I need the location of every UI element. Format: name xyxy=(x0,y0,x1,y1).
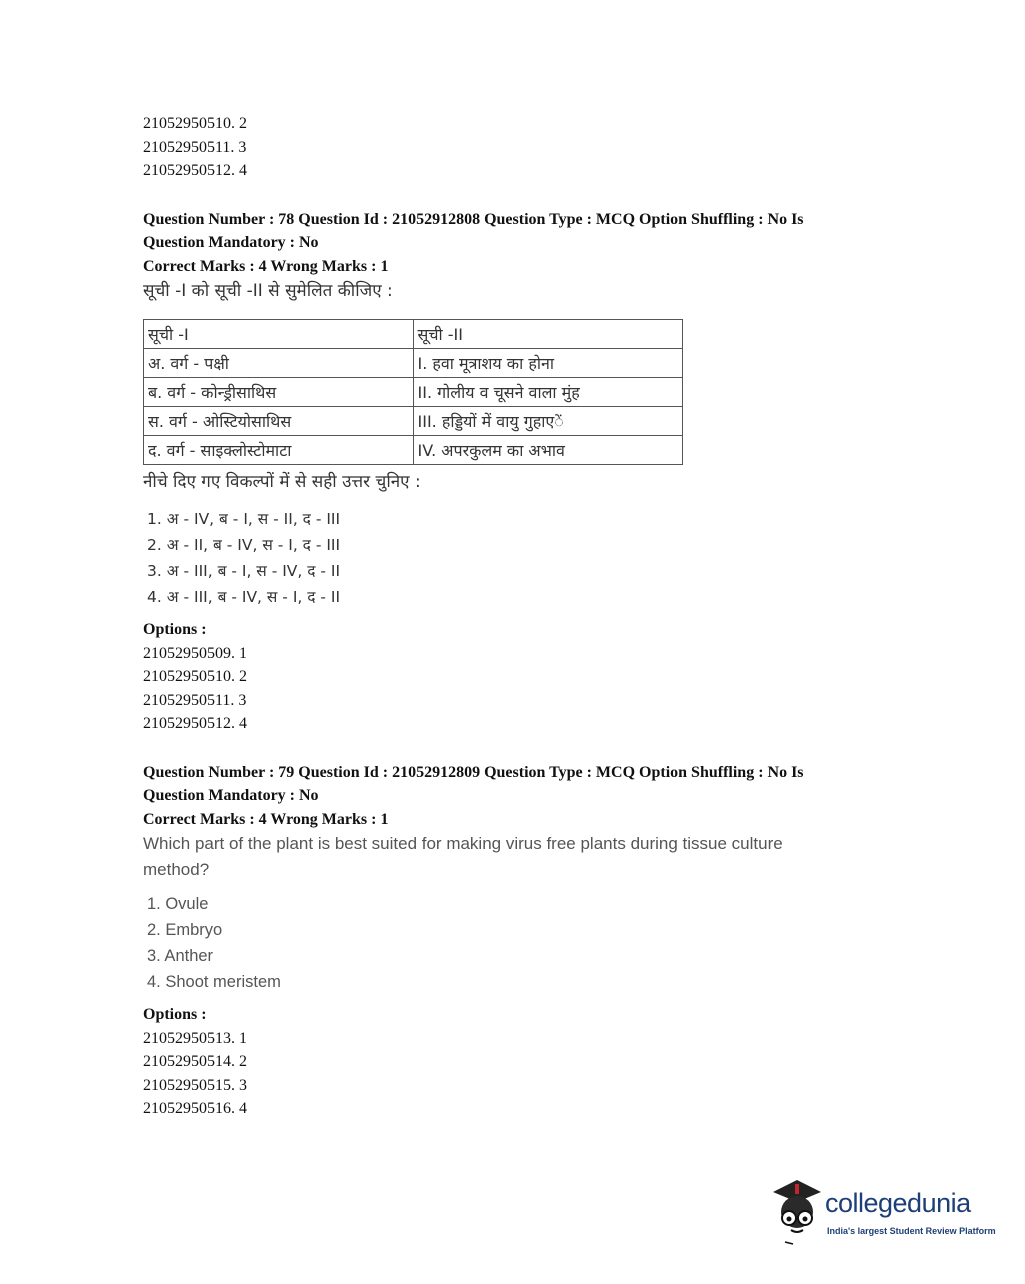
question-header-cont: Question Mandatory : No xyxy=(143,234,319,251)
list-item: 2. Embryo xyxy=(147,921,223,939)
option-line: 21052950509. 1 xyxy=(143,644,247,662)
option-line: 21052950511. 3 xyxy=(143,138,247,156)
match-table xyxy=(143,319,683,465)
option-line: 21052950512. 4 xyxy=(143,715,247,732)
table-cell: ब. वर्ग - कोन्ड्रीसाथिस xyxy=(144,378,414,407)
option-line: 21052950514. 2 xyxy=(143,1053,247,1070)
table-cell: II. गोलीय व चूसने वाला मुंह xyxy=(413,378,683,407)
answer-choices xyxy=(143,891,943,995)
question-79 xyxy=(143,761,943,1121)
table-header-cell: सूची -I xyxy=(144,320,414,349)
question-marks: Correct Marks : 4 Wrong Marks : 1 xyxy=(143,810,389,828)
table-cell: अ. वर्ग - पक्षी xyxy=(144,349,414,378)
table-cell: IV. अपरकुलम का अभाव xyxy=(413,436,683,465)
table-header-cell: सूची -II xyxy=(413,320,683,349)
option-line: 21052950510. 2 xyxy=(143,115,247,132)
question-marks: Correct Marks : 4 Wrong Marks : 1 xyxy=(143,257,389,275)
option-line: 21052950515. 3 xyxy=(143,1076,247,1094)
list-item: 3. अ - III, ब - I, स - IV, द - II xyxy=(147,562,341,580)
table-row xyxy=(144,436,683,465)
table-cell: I. हवा मूत्राशय का होना xyxy=(413,349,683,378)
table-row xyxy=(144,407,683,436)
list-item: 3. Anther xyxy=(147,947,214,965)
question-header-cont: Question Mandatory : No xyxy=(143,787,319,804)
options-label: Options : xyxy=(143,1006,207,1023)
option-line: 21052950516. 4 xyxy=(143,1100,247,1117)
list-item: 1. Ovule xyxy=(147,895,209,913)
list-item: 4. Shoot meristem xyxy=(147,973,281,991)
question-text: Which part of the plant is best suited for making virus free plants during tissue culture method? xyxy=(143,834,783,879)
question-header: Question Number : 78 Question Id : 21052912808 Question Type : MCQ Option Shuffling : No Is xyxy=(143,210,804,228)
table-row xyxy=(144,349,683,378)
question-78 xyxy=(143,208,943,736)
document-page xyxy=(143,112,943,1121)
option-line: 21052950510. 2 xyxy=(143,668,247,685)
choose-prompt: नीचे दिए गए विकल्पों में से सही उत्तर चुनिए : xyxy=(143,472,421,492)
top-options-list xyxy=(143,112,943,183)
option-line: 21052950511. 3 xyxy=(143,691,247,709)
graduate-mascot-icon xyxy=(767,1178,823,1246)
logo-tagline: India's largest Student Review Platform xyxy=(827,1226,996,1236)
match-instruction: सूची -I को सूची -II से सुमेलित कीजिए : xyxy=(143,281,393,301)
option-line: 21052950513. 1 xyxy=(143,1029,247,1047)
logo-wordmark: collegedunia xyxy=(825,1188,971,1218)
question-header: Question Number : 79 Question Id : 21052912809 Question Type : MCQ Option Shuffling : No Is xyxy=(143,763,804,781)
table-cell: द. वर्ग - साइक्लोस्टोमाटा xyxy=(144,436,414,465)
collegedunia-logo[interactable] xyxy=(767,1178,997,1246)
list-item: 2. अ - II, ब - IV, स - I, द - III xyxy=(147,536,341,554)
option-line: 21052950512. 4 xyxy=(143,162,247,179)
table-cell: स. वर्ग - ओस्टियोसाथिस xyxy=(144,407,414,436)
list-item: 1. अ - IV, ब - I, स - II, द - III xyxy=(147,510,341,528)
table-cell: III. हड्डियों में वायु गुहाएें xyxy=(413,407,683,436)
answer-choices xyxy=(143,506,943,610)
list-item: 4. अ - III, ब - IV, स - I, द - II xyxy=(147,588,341,606)
options-label: Options : xyxy=(143,621,207,638)
table-row xyxy=(144,378,683,407)
